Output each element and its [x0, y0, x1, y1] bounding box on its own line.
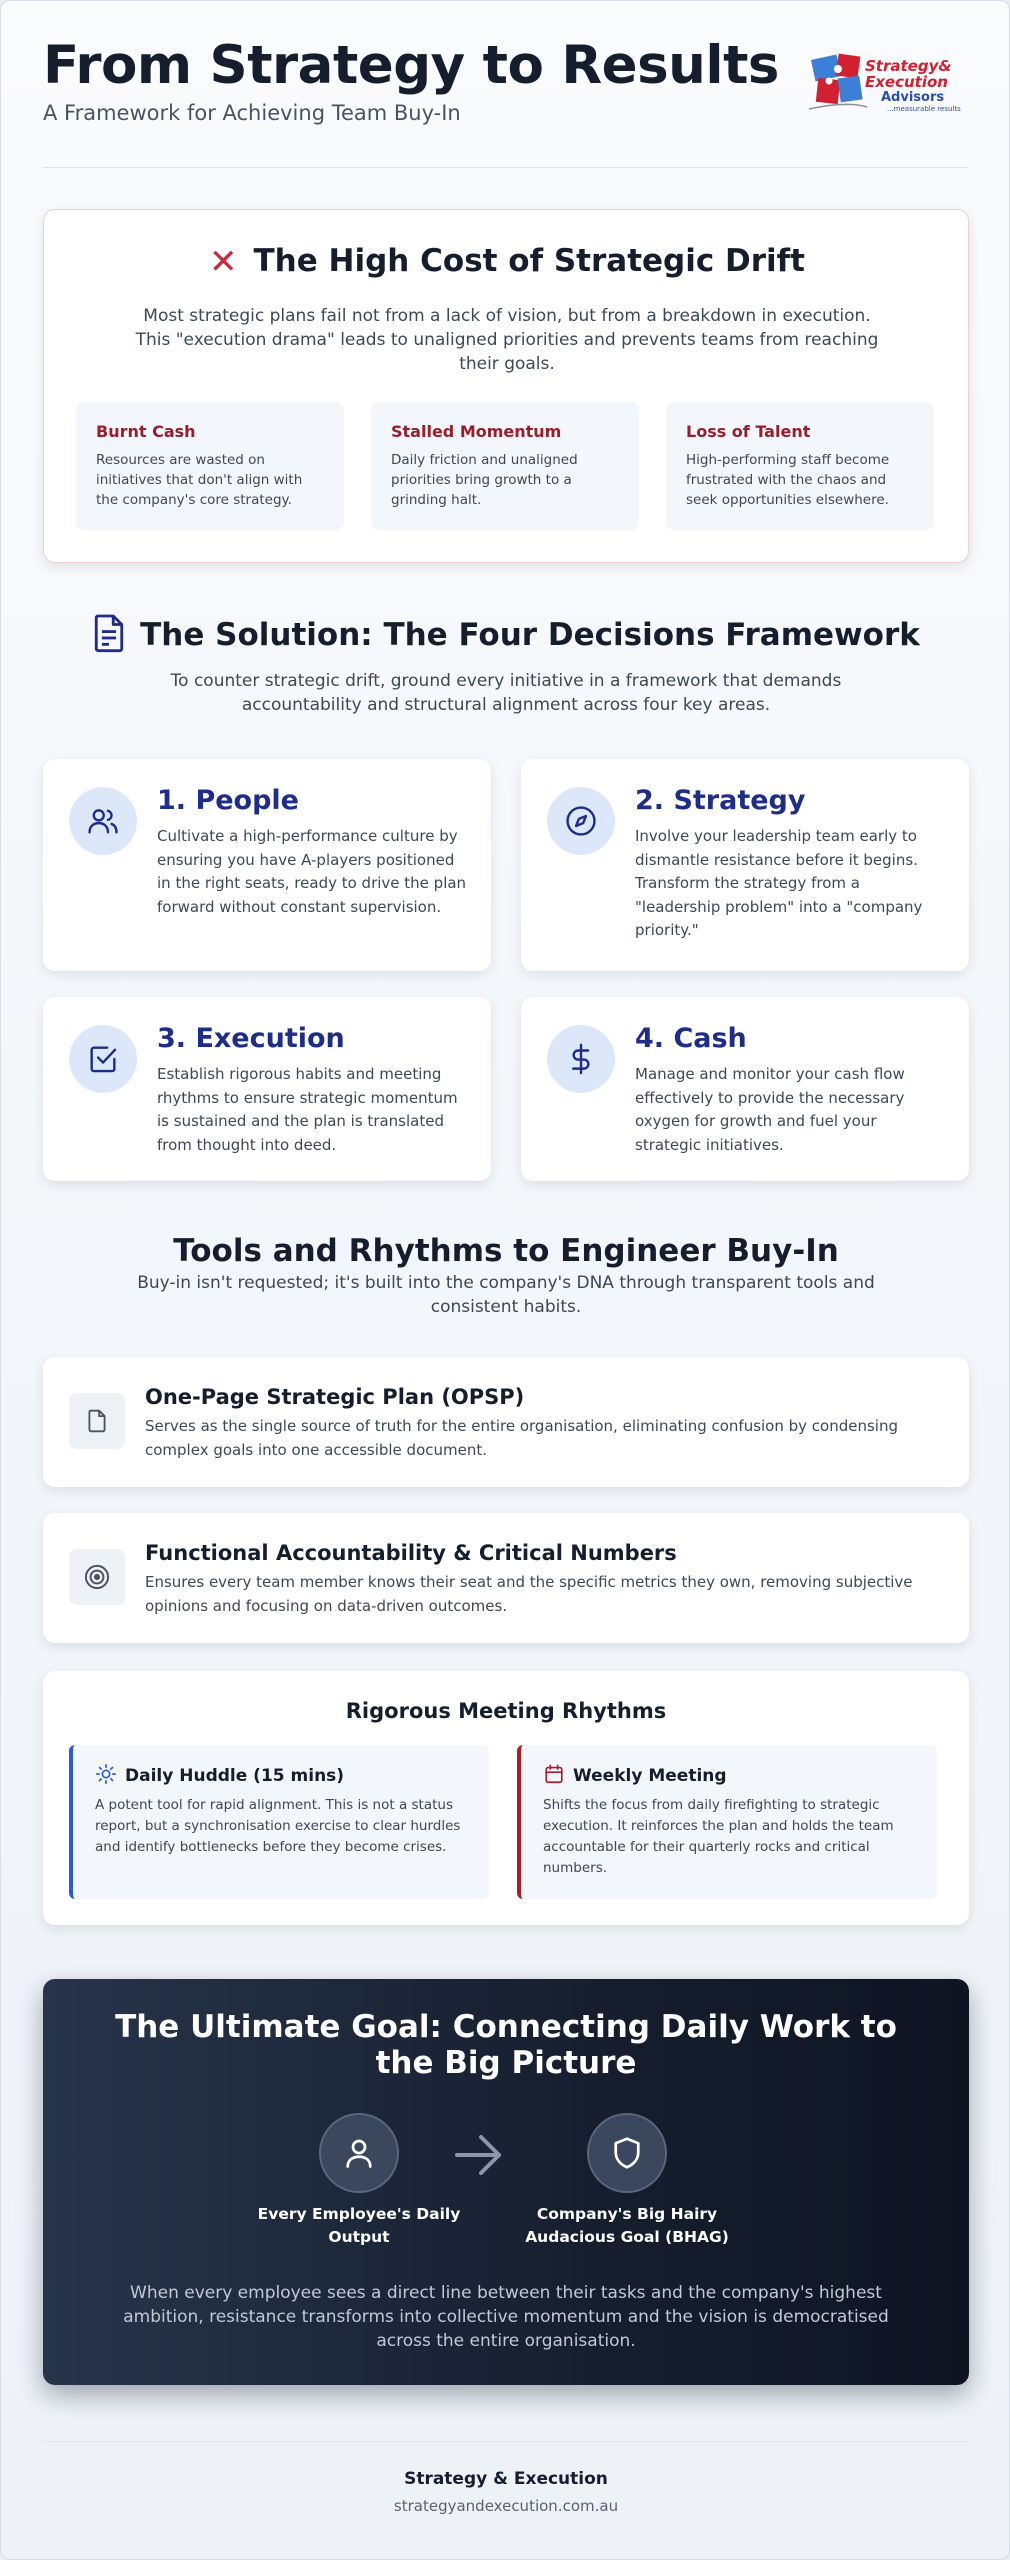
problem-title: The High Cost of Strategic Drift — [253, 243, 805, 279]
meeting-rhythms-card — [43, 1671, 969, 1925]
check-square-icon — [86, 1042, 120, 1076]
arrow-right-icon — [453, 2133, 505, 2181]
pillar-icon-circle — [69, 1025, 137, 1093]
ultimate-goal-panel — [43, 1979, 969, 2385]
footer-website-link[interactable]: strategyandexecution.com.au — [393, 2497, 619, 2515]
pillar-card-people — [43, 759, 491, 971]
cost-title: Loss of Talent — [686, 422, 811, 441]
pillar-icon-circle — [547, 1025, 615, 1093]
tool-text: Ensures every team member knows their seat and the specific metrics they own, removing subjective opinions and focusing on data-driven outcomes. — [145, 1573, 913, 1615]
footer-company-name: Strategy & Execution — [404, 2469, 608, 2489]
document-icon — [84, 1408, 110, 1434]
document-icon — [92, 613, 126, 653]
calendar-icon — [543, 1763, 565, 1785]
rhythm-daily-huddle — [69, 1745, 489, 1899]
pillar-card-cash — [521, 997, 969, 1181]
user-icon — [341, 2135, 377, 2171]
solution-description: To counter strategic drift, ground every initiative in a framework that demands accountability and structural alignment across four key areas. — [170, 671, 842, 715]
employee-label: Every Employee's Daily Output — [257, 2205, 461, 2246]
pillar-icon-circle — [547, 787, 615, 855]
tool-icon-box — [69, 1549, 125, 1605]
pillar-title: 4. Cash — [635, 1023, 747, 1054]
page-title: From Strategy to Results — [43, 35, 779, 96]
tool-card-opsp — [43, 1357, 969, 1487]
rhythms-title: Rigorous Meeting Rhythms — [345, 1699, 667, 1723]
tool-title: Functional Accountability & Critical Numbers — [145, 1541, 677, 1565]
rhythm-weekly-meeting — [517, 1745, 937, 1899]
pillar-card-execution — [43, 997, 491, 1181]
cost-text: High-performing staff become frustrated with the chaos and seek opportunities elsewhere. — [686, 452, 890, 508]
bhag-circle — [587, 2113, 667, 2193]
goal-title: The Ultimate Goal: Connecting Daily Work to the Big Picture — [115, 2009, 897, 2081]
pillar-card-strategy — [521, 759, 969, 971]
header-divider — [43, 167, 969, 168]
pillar-title: 1. People — [157, 785, 299, 816]
cost-box-loss-of-talent — [666, 402, 934, 530]
cost-box-burnt-cash — [76, 402, 344, 530]
tool-icon-box — [69, 1393, 125, 1449]
shield-icon — [609, 2135, 645, 2171]
rhythm-heading — [95, 1763, 344, 1786]
bhag-label: Company's Big Hairy Audacious Goal (BHAG) — [525, 2205, 729, 2246]
cost-text: Daily friction and unaligned priorities bring growth to a grinding halt. — [391, 452, 578, 508]
rhythm-text: A potent tool for rapid alignment. This is not a status report, but a synchronisation exercise to clear hurdles and identify bottlenecks before they become crises. — [95, 1797, 461, 1855]
employee-circle — [319, 2113, 399, 2193]
solution-title: The Solution: The Four Decisions Framework — [140, 617, 920, 653]
dollar-icon — [564, 1042, 598, 1076]
close-x-icon: ✕ — [209, 242, 238, 282]
logo-tagline: ...measurable results — [887, 105, 961, 113]
pillar-text: Manage and monitor your cash flow effectively to provide the necessary oxygen for growth and fuel your strategic initiatives. — [635, 1065, 905, 1154]
goal-description: When every employee sees a direct line between their tasks and the company's highest ambition, resistance transforms into collective momentum and the vision is democratised across the entire organisation. — [123, 2283, 889, 2351]
pillar-text: Establish rigorous habits and meeting rhythms to ensure strategic momentum is sustained and the plan is translated from thought into deed. — [157, 1065, 458, 1154]
pillar-icon-circle — [69, 787, 137, 855]
tools-description: Buy-in isn't requested; it's built into the company's DNA through transparent tools and consistent habits. — [137, 1273, 875, 1317]
tools-title: Tools and Rhythms to Engineer Buy-In — [173, 1233, 839, 1269]
pillar-title: 2. Strategy — [635, 785, 806, 816]
logo-line2: Execution — [865, 73, 948, 91]
tool-card-accountability — [43, 1513, 969, 1643]
page-subtitle: A Framework for Achieving Team Buy-In — [43, 101, 461, 125]
rhythm-title: Weekly Meeting — [573, 1766, 727, 1786]
target-icon — [83, 1563, 111, 1591]
cost-box-stalled-momentum — [371, 402, 639, 530]
compass-icon — [564, 804, 598, 838]
problem-heading — [44, 242, 970, 282]
pillar-text: Involve your leadership team early to dismantle resistance before it begins. Transform the strategy from a "leadership problem" into a "company priority." — [635, 827, 923, 939]
pillar-text: Cultivate a high-performance culture by ensuring you have A-players positioned in the right seats, ready to drive the plan forward without constant supervision. — [157, 827, 467, 916]
problem-description: Most strategic plans fail not from a lack of vision, but from a breakdown in execution. This "execution drama" leads to unaligned priorities and prevents teams from reaching their goals. — [135, 306, 879, 374]
sun-icon — [95, 1763, 117, 1785]
footer-divider — [43, 2441, 969, 2442]
tool-text: Serves as the single source of truth for the entire organisation, eliminating confusion by condensing complex goals into one accessible document. — [145, 1417, 899, 1459]
problem-card — [43, 209, 969, 563]
puzzle-logo-icon — [807, 51, 967, 121]
logo-line1: Strategy& — [865, 57, 952, 75]
cost-text: Resources are wasted on initiatives that don't align with the company's core strategy. — [96, 452, 303, 508]
tool-title: One-Page Strategic Plan (OPSP) — [145, 1385, 525, 1409]
cost-title: Stalled Momentum — [391, 422, 562, 441]
solution-heading — [1, 613, 1010, 653]
rhythm-heading — [543, 1763, 727, 1786]
users-icon — [86, 804, 120, 838]
rhythm-text: Shifts the focus from daily firefighting to strategic execution. It reinforces the plan and holds the team accountable for their quarterly rocks and critical numbers. — [543, 1797, 894, 1876]
rhythm-title: Daily Huddle (15 mins) — [125, 1766, 345, 1786]
cost-title: Burnt Cash — [96, 422, 196, 441]
company-logo[interactable] — [807, 51, 967, 121]
pillar-title: 3. Execution — [157, 1023, 345, 1054]
logo-line3: Advisors — [881, 90, 945, 105]
